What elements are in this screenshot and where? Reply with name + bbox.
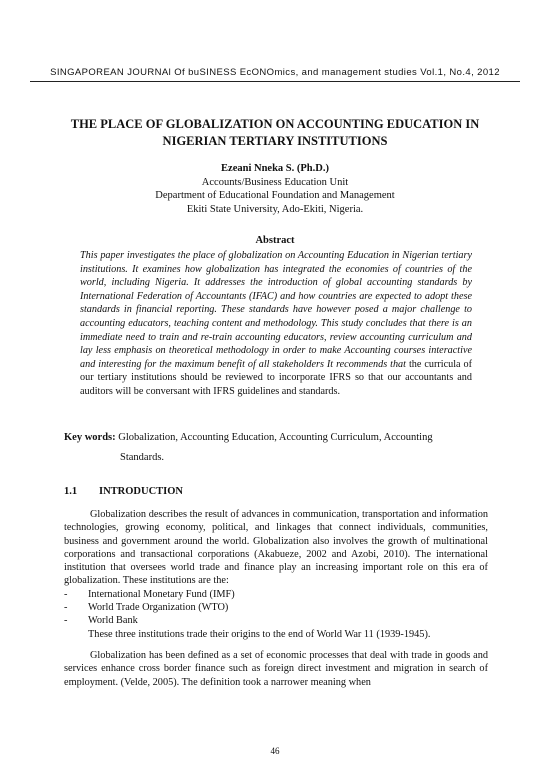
title-line-2: NIGERIAN TERTIARY INSTITUTIONS (162, 134, 388, 148)
list-dash: - (64, 588, 68, 600)
title-line-1: THE PLACE OF GLOBALIZATION ON ACCOUNTING EDUCATION IN (70, 117, 480, 131)
keywords-label: Key words: (64, 432, 116, 443)
section-heading (64, 486, 183, 497)
list-dash: - (64, 602, 68, 614)
list-item (64, 601, 488, 614)
institutions-list (64, 588, 488, 628)
list-item-text: World Trade Organization (WTO) (88, 602, 229, 614)
list-item (64, 588, 488, 601)
keywords (64, 431, 490, 464)
section-title: INTRODUCTION (99, 486, 184, 497)
paragraph-1: Globalization describes the result of advances in communication, transportation and information technologies, growing economy, political, and linkages that connect individuals, communities, business and government around the world. Globalization also involves the growth of multinational corporations and transactional corporations (Akabueze, 2002 and Azobi, 2010). The international institution that oversees world trade and finance play an increasing important role on this era of globalization. These institutions are the: (64, 509, 488, 587)
section-number: 1.1 (64, 486, 78, 497)
abstract-italic-text: This paper investigates the place of globalization on Accounting Education in Nigerian tertiary institutions. It examines how globalization has integrated the economies of countries of the world, including Nigeria. It addresses the introduction of global accounting standards by International Federation of Accountants (IFAC) and how countries are expected to adopt these standards in financial reporting. These standards have however posed a major challenge to accounting educators, teaching content and methodology. This study concludes that there is an immediate need to train and re-train accounting educators, review accounting curriculum and lay less emphasis on theoretical methodology in order to make Accounting courses interactive and interesting for the maximum benefit of all stakeholders It recommends that (80, 250, 472, 370)
author-name: Ezeani Nneka S. (Ph.D.) (221, 163, 329, 174)
list-item (64, 614, 488, 627)
keywords-line-2: Standards. (120, 451, 165, 463)
keywords-list: Globalization, Accounting Education, Accounting Curriculum, Accounting (115, 432, 433, 443)
author-department: Department of Educational Foundation and Management (155, 190, 395, 202)
abstract-body (80, 249, 472, 399)
list-dash: - (64, 615, 68, 627)
keywords-line-1 (64, 431, 490, 445)
paper-title (50, 116, 500, 150)
author-unit: Accounts/Business Education Unit (201, 176, 349, 188)
list-followup-text: These three institutions trade their origins to the end of World War 11 (1939-1945). (88, 628, 431, 640)
author-university: Ekiti State University, Ado-Ekiti, Nigeria. (186, 203, 364, 215)
paragraph-2: Globalization has been defined as a set of economic processes that deal with trade in goods and services enhance cross border finance such as foreign direct investment and migration in search of employment. (Velde, 2005). The definition took a narrower meaning when (64, 649, 488, 688)
body-text (64, 508, 488, 689)
list-item-text: World Bank (88, 615, 138, 627)
page-number: 46 (270, 746, 280, 756)
abstract-heading: Abstract (255, 235, 295, 246)
journal-running-header: SINGAPOREAN JOURNAl Of buSINESS EcONOmics, and management studies Vol.1, No.4, 2012 (30, 67, 520, 82)
list-item-text: International Monetary Fund (IMF) (88, 588, 235, 600)
author-block (50, 162, 500, 216)
abstract-regular-text: the curricula of our tertiary institutions should be reviewed to incorporate IFRS so that our accountants and auditors will be conversant with IFRS guidelines and standards. (80, 358, 472, 397)
